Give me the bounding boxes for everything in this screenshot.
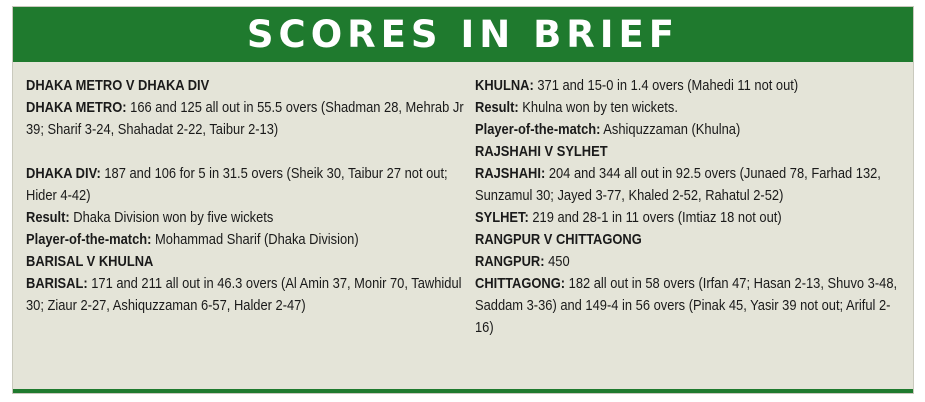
dhaka-metro-score xyxy=(26,97,465,163)
score-text: 166 and 125 all out in 55.5 overs (Shadman 28, Mehrab Jr 39; Sharif 3-24, Shahadat 2-22, Taibur 2-13) xyxy=(26,99,464,138)
bottom-rule xyxy=(13,389,913,393)
scores-panel xyxy=(12,6,914,394)
score-text: 450 xyxy=(544,253,570,270)
rajshahi-score xyxy=(475,163,904,207)
result-label: Result: xyxy=(26,209,70,226)
result-line xyxy=(475,97,904,119)
team-label: BARISAL: xyxy=(26,275,88,292)
team-label: RANGPUR: xyxy=(475,253,545,270)
sylhet-score xyxy=(475,207,904,229)
page-title: SCORES IN BRIEF xyxy=(246,13,680,56)
score-text: 219 and 28-1 in 11 overs (Imtiaz 18 not out) xyxy=(528,209,782,226)
player-of-match-line xyxy=(26,229,465,251)
team-label: CHITTAGONG: xyxy=(475,275,566,292)
khulna-score xyxy=(475,75,904,97)
team-label: DHAKA METRO: xyxy=(26,99,127,116)
match-heading-rajshahi: RAJSHAHI V SYLHET xyxy=(475,143,608,160)
team-label: SYLHET: xyxy=(475,209,529,226)
match-heading-barisal: BARISAL V KHULNA xyxy=(26,253,154,270)
result-text: Dhaka Division won by five wickets xyxy=(69,209,274,226)
potm-label: Player-of-the-match: xyxy=(475,121,601,138)
potm-text: Mohammad Sharif (Dhaka Division) xyxy=(151,231,359,248)
score-text: 171 and 211 all out in 46.3 overs (Al Amin 37, Monir 70, Tawhidul 30; Ziaur 2-27, Ashiquzzaman 6-57, Halder 2-47) xyxy=(26,275,462,314)
result-label: Result: xyxy=(475,99,519,116)
dhaka-div-score xyxy=(26,163,465,207)
team-label: KHULNA: xyxy=(475,77,534,94)
score-text: 204 and 344 all out in 92.5 overs (Junaed 78, Farhad 132, Sunzamul 30; Jayed 3-77, Khaled 2-52, Rahatul 2-52) xyxy=(475,165,881,204)
left-column xyxy=(26,75,466,317)
right-column xyxy=(475,75,905,339)
team-label: DHAKA DIV: xyxy=(26,165,101,182)
team-label: RAJSHAHI: xyxy=(475,165,546,182)
match-heading-dhaka: DHAKA METRO V DHAKA DIV xyxy=(26,77,210,94)
title-banner xyxy=(13,7,913,62)
player-of-match-line xyxy=(475,119,904,141)
potm-text: Ashiquzzaman (Khulna) xyxy=(600,121,741,138)
result-line xyxy=(26,207,465,229)
potm-label: Player-of-the-match: xyxy=(26,231,152,248)
score-text: 187 and 106 for 5 in 31.5 overs (Sheik 30, Taibur 27 not out; Hider 4-42) xyxy=(26,165,448,204)
chittagong-score xyxy=(475,273,904,339)
score-text: 371 and 15-0 in 1.4 overs (Mahedi 11 not out) xyxy=(533,77,799,94)
match-heading-rangpur: RANGPUR V CHITTAGONG xyxy=(475,231,642,248)
result-text: Khulna won by ten wickets. xyxy=(518,99,678,116)
rangpur-score xyxy=(475,251,904,273)
barisal-score xyxy=(26,273,465,317)
score-text: 182 all out in 58 overs (Irfan 47; Hasan 2-13, Shuvo 3-48, Saddam 3-36) and 149-4 in 56 overs (Pinak 45, Yasir 39 not out; Ariful 2-16) xyxy=(475,275,898,336)
